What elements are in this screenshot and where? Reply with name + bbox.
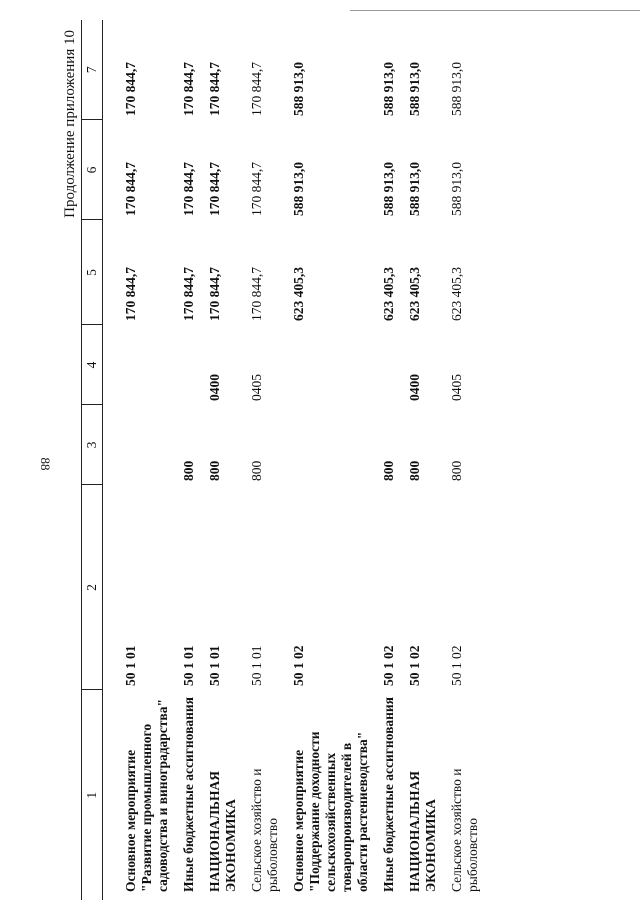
- header-cell: 2: [82, 485, 103, 690]
- table-cell-v6: 588 913,0: [291, 162, 306, 216]
- table-cell-rzpr: [171, 325, 197, 405]
- table-row: [103, 20, 172, 900]
- table-cell-v6: 588 913,0: [381, 162, 396, 216]
- table-cell-v6: 170 844,7: [181, 162, 196, 216]
- table-cell-rzpr: [103, 325, 172, 405]
- table-cell-v5: 170 844,7: [181, 267, 196, 321]
- table-cell-name: Иные бюджетные ассигнования: [381, 697, 396, 892]
- table-cell-v7: 170 844,7: [123, 62, 138, 116]
- table-cell-vr: [103, 405, 172, 485]
- table-cell-v6: 170 844,7: [249, 162, 264, 216]
- header-cell: 6: [82, 120, 103, 220]
- continuation-title: Продолжение приложения 10: [62, 30, 78, 218]
- table-cell-code: 50 1 02: [449, 645, 464, 686]
- table-cell-v6: 170 844,7: [123, 162, 138, 216]
- table-cell-v7: 170 844,7: [181, 62, 196, 116]
- table-row: [397, 20, 439, 900]
- header-cell: 1: [82, 690, 103, 900]
- table-cell-v7: 588 913,0: [381, 62, 396, 116]
- table-cell-code: 50 1 01: [123, 645, 138, 686]
- table-cell-code: 50 1 02: [381, 645, 396, 686]
- table-cell-name: Иные бюджетные ассигнования: [181, 697, 196, 892]
- table-cell-code: 50 1 01: [207, 645, 222, 686]
- table-cell-v7: 588 913,0: [291, 62, 306, 116]
- table-row: [439, 20, 481, 900]
- table-cell-name: Сельское хозяйство и рыболовство: [249, 768, 280, 892]
- header-cell: 3: [82, 405, 103, 485]
- table-cell-code: 50 1 02: [407, 645, 422, 686]
- table-cell-rzpr: 0400: [407, 374, 422, 401]
- table-cell-rzpr: [281, 325, 371, 405]
- table-cell-v7: 170 844,7: [207, 62, 222, 116]
- table-cell-rzpr: [371, 325, 397, 405]
- table-cell-v7: 588 913,0: [449, 62, 464, 116]
- table-cell-code: 50 1 01: [181, 645, 196, 686]
- table-cell-vr: [281, 405, 371, 485]
- table-row: [197, 20, 239, 900]
- budget-table: [81, 20, 481, 900]
- table-cell-v5: 170 844,7: [249, 267, 264, 321]
- table-cell-v5: 170 844,7: [123, 267, 138, 321]
- table-cell-vr: 800: [407, 460, 422, 481]
- table-cell-code: 50 1 02: [291, 645, 306, 686]
- table-cell-name: Основное мероприятие "Поддержание доходности сельскохозяйственных товаропроизводителей в области растениеводства": [291, 731, 370, 892]
- table-cell-v5: 170 844,7: [207, 267, 222, 321]
- table-cell-v7: 588 913,0: [407, 62, 422, 116]
- table-cell-vr: 800: [381, 460, 396, 481]
- table-cell-rzpr: 0405: [449, 374, 464, 401]
- table-cell-v5: 623 405,3: [381, 267, 396, 321]
- table-cell-vr: 800: [181, 460, 196, 481]
- table-cell-v6: 170 844,7: [207, 162, 222, 216]
- top-rule: [350, 10, 640, 11]
- header-cell: 7: [82, 20, 103, 120]
- table-row: [171, 20, 197, 900]
- table-cell-vr: 800: [249, 460, 264, 481]
- table-cell-code: 50 1 01: [249, 645, 264, 686]
- table-cell-v5: 623 405,3: [291, 267, 306, 321]
- table-cell-vr: 800: [449, 460, 464, 481]
- table-row: [281, 20, 371, 900]
- header-cell: 5: [82, 220, 103, 325]
- table-body: [103, 20, 482, 900]
- table-cell-name: НАЦИОНАЛЬНАЯ ЭКОНОМИКА: [407, 771, 438, 892]
- table-row: [371, 20, 397, 900]
- page-number: 88: [38, 457, 53, 471]
- table-cell-name: Сельское хозяйство и рыболовство: [449, 768, 480, 892]
- table-cell-v6: 588 913,0: [449, 162, 464, 216]
- table-cell-rzpr: 0400: [207, 374, 222, 401]
- table-cell-v5: 623 405,3: [449, 267, 464, 321]
- table-cell-vr: 800: [207, 460, 222, 481]
- table-cell-v6: 588 913,0: [407, 162, 422, 216]
- table-cell-v5: 623 405,3: [407, 267, 422, 321]
- header-cell: 4: [82, 325, 103, 405]
- table-cell-rzpr: 0405: [249, 374, 264, 401]
- table-cell-name: Основное мероприятие "Развитие промышленного садоводства и виноградарства": [123, 699, 170, 892]
- table-row: [239, 20, 281, 900]
- table-cell-name: НАЦИОНАЛЬНАЯ ЭКОНОМИКА: [207, 771, 238, 892]
- rotated-page-content: [57, 20, 575, 900]
- table-cell-v7: 170 844,7: [249, 62, 264, 116]
- header-row: [82, 20, 103, 900]
